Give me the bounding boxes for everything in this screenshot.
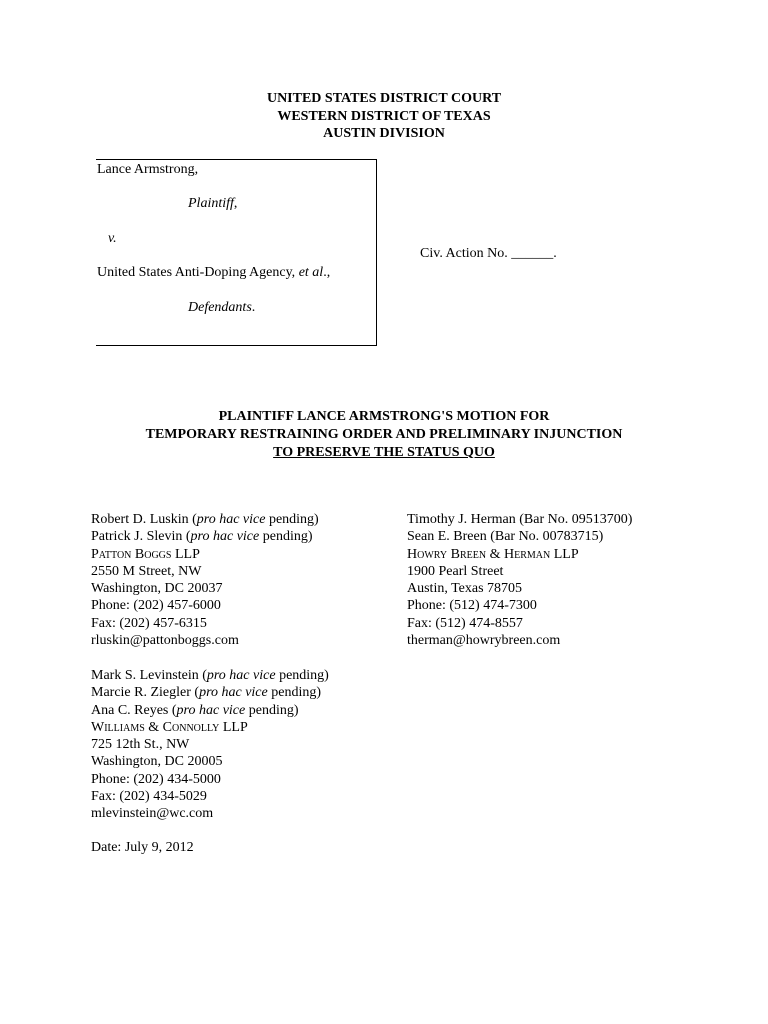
attorney-ziegler: Marcie R. Ziegler (pro hac vice pending) xyxy=(91,685,322,701)
motion-title-line-1: PLAINTIFF LANCE ARMSTRONG'S MOTION FOR xyxy=(218,409,550,424)
counsel-block-patton-boggs xyxy=(91,511,319,649)
firm-street: 2550 M Street, NW xyxy=(91,563,202,579)
plaintiff-role: Plaintiff, xyxy=(188,196,238,211)
firm-fax: Fax: (512) 474-8557 xyxy=(407,615,523,631)
firm-name-howry-breen-herman: Howry Breen & Herman LLP xyxy=(407,546,579,562)
civil-action-number: Civ. Action No. ______. xyxy=(420,246,557,261)
plaintiff-name: Lance Armstrong, xyxy=(97,162,199,177)
motion-title xyxy=(0,408,768,462)
court-district: WESTERN DISTRICT OF TEXAS xyxy=(277,108,491,124)
case-caption-box xyxy=(96,159,377,346)
firm-street: 1900 Pearl Street xyxy=(407,563,504,579)
attorney-breen: Sean E. Breen (Bar No. 00783715) xyxy=(407,529,604,545)
attorney-levinstein: Mark S. Levinstein (pro hac vice pending) xyxy=(91,668,329,683)
firm-phone: Phone: (202) 457-6000 xyxy=(91,598,221,614)
firm-name-williams-connolly: Williams & Connolly LLP xyxy=(91,719,248,735)
attorney-slevin: Patrick J. Slevin (pro hac vice pending) xyxy=(91,529,313,545)
firm-phone: Phone: (202) 434-5000 xyxy=(91,771,221,787)
firm-city: Washington, DC 20037 xyxy=(91,581,223,597)
attorney-herman: Timothy J. Herman (Bar No. 09513700) xyxy=(407,512,633,527)
filing-date: Date: July 9, 2012 xyxy=(91,840,194,855)
firm-fax: Fax: (202) 434-5029 xyxy=(91,789,207,805)
firm-email: therman@howrybreen.com xyxy=(407,633,561,649)
firm-email: rluskin@pattonboggs.com xyxy=(91,633,239,649)
firm-city: Austin, Texas 78705 xyxy=(407,581,523,597)
firm-phone: Phone: (512) 474-7300 xyxy=(407,598,537,614)
firm-street: 725 12th St., NW xyxy=(91,737,190,753)
counsel-block-williams-connolly xyxy=(91,667,329,823)
versus-label: v. xyxy=(108,231,117,246)
defendant-role: Defendants. xyxy=(188,300,256,315)
firm-email: mlevinstein@wc.com xyxy=(91,806,214,822)
motion-title-line-3: TO PRESERVE THE STATUS QUO xyxy=(273,445,495,460)
counsel-block-howry-breen xyxy=(407,511,632,649)
defendant-name: United States Anti-Doping Agency, et al., xyxy=(97,265,331,280)
court-header xyxy=(0,90,768,143)
court-division: AUSTIN DIVISION xyxy=(323,126,445,141)
firm-name-patton-boggs: Patton Boggs LLP xyxy=(91,546,200,562)
attorney-luskin: Robert D. Luskin (pro hac vice pending) xyxy=(91,512,319,527)
attorney-reyes: Ana C. Reyes (pro hac vice pending) xyxy=(91,702,299,718)
motion-title-line-2: TEMPORARY RESTRAINING ORDER AND PRELIMINARY INJUNCTION xyxy=(145,427,623,442)
court-name: UNITED STATES DISTRICT COURT xyxy=(266,91,502,106)
firm-city: Washington, DC 20005 xyxy=(91,754,223,770)
firm-fax: Fax: (202) 457-6315 xyxy=(91,615,207,631)
